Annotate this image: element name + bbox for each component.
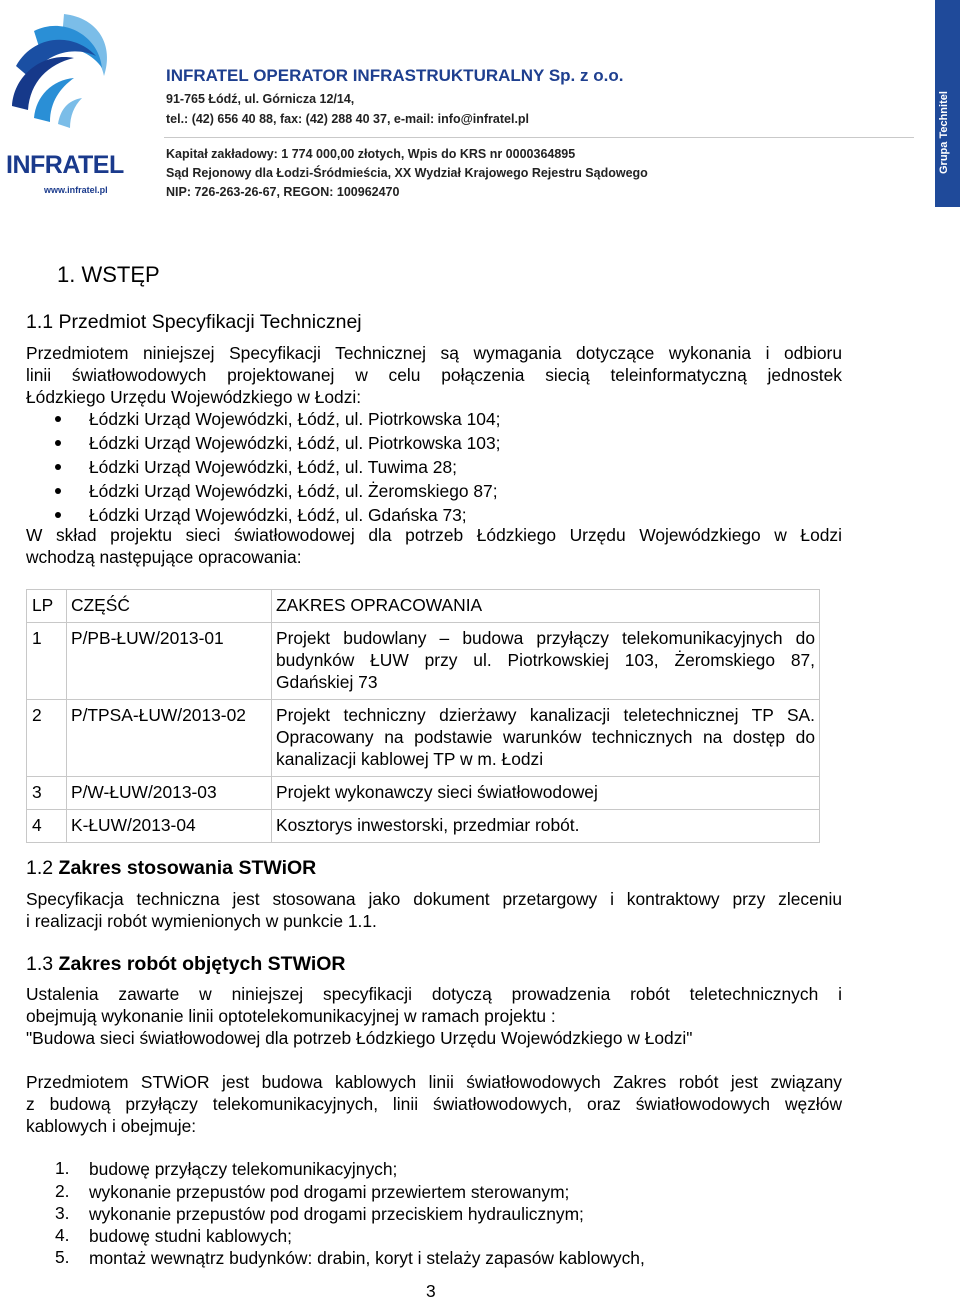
company-capital: Kapitał zakładowy: 1 774 000,00 złotych, Wpis do KRS nr 0000364895 [166,147,576,161]
logo-url: www.infratel.pl [44,185,108,195]
text-line: i realizacji robót wymienionych w punkcie 1.1. [26,911,377,931]
company-address: 91-765 Łódź, ul. Górnicza 12/14, [166,92,355,106]
subsection-number: 1.2 [26,857,54,879]
list-number: 2. [55,1181,70,1201]
text-line: z budową przyłączy telekomunikacyjnych, linii światłowodowych, oraz światłowodowych węzłów [26,1094,842,1114]
list-number: 3. [55,1203,70,1223]
location-item: Łódzki Urząd Wojewódzki, Łódź, ul. Tuwima 28; [89,457,457,477]
bullet-icon [55,488,61,494]
group-sidebar [935,0,960,207]
row-desc: Projekt wykonawczy sieci światłowodowej [272,777,820,810]
row-desc: Kosztorys inwestorski, przedmiar robót. [272,810,820,843]
row-lp: 3 [27,777,67,810]
location-item: Łódzki Urząd Wojewódzki, Łódź, ul. Piotrkowska 104; [89,409,501,429]
subsection-title: 1.1 Przedmiot Specyfikacji Technicznej [26,311,362,333]
text-line: Przedmiotem STWiOR jest budowa kablowych linii światłowodowych Zakres robót jest związany [26,1072,842,1092]
bullet-icon [55,512,61,518]
scope-line: W skład projektu sieci światłowodowej dla potrzeb Łódzkiego Urzędu Wojewódzkiego w Łodzi [26,525,842,545]
subsection-title [26,953,345,976]
list-item: budowę studni kablowych; [89,1226,293,1246]
company-court: Sąd Rejonowy dla Łodzi-Śródmieścia, XX Wydział Krajowego Rejestru Sądowego [166,166,648,180]
scope-line: wchodzą następujące opracowania: [26,547,302,567]
row-part: K-ŁUW/2013-04 [67,810,272,843]
location-item: Łódzki Urząd Wojewódzki, Łódź, ul. Piotrkowska 103; [89,433,501,453]
documents-table [26,589,820,843]
intro-line: linii światłowodowych projektowanej w celu połączenia siecią teleinformatyczną jednostek [26,365,842,385]
list-number: 5. [55,1247,70,1267]
row-desc: Projekt budowlany – budowa przyłączy telekomunikacyjnych do budynków ŁUW przy ul. Piotrkowskiej 103, Żeromskiego 87, Gdańskiej 73 [272,623,820,700]
text-line: obejmują wykonanie linii optotelekomunikacyjnej w ramach projektu : [26,1006,556,1026]
table-row [27,777,820,810]
row-lp: 4 [27,810,67,843]
row-lp: 2 [27,700,67,777]
subsection-heading: Zakres robót objętych STWiOR [58,953,346,975]
intro-line: Łódzkiego Urzędu Wojewódzkiego w Łodzi: [26,387,362,407]
list-item: montaż wewnątrz budynków: drabin, koryt i stelaży zapasów kablowych, [89,1248,645,1268]
list-number: 1. [55,1158,70,1178]
company-contact: tel.: (42) 656 40 88, fax: (42) 288 40 37, e-mail: info@infratel.pl [166,112,530,126]
row-part: P/W-ŁUW/2013-03 [67,777,272,810]
header-divider [164,137,914,138]
bullet-icon [55,464,61,470]
intro-line: Przedmiotem niniejszej Specyfikacji Technicznej są wymagania dotyczące wykonania i odbioru [26,343,842,363]
logo-wordmark: INFRATEL [6,151,124,179]
list-item: wykonanie przepustów pod drogami przewiertem sterowanym; [89,1182,570,1202]
subsection-title [26,857,316,880]
header-lp: LP [27,590,67,623]
row-lp: 1 [27,623,67,700]
row-desc: Projekt techniczny dzierżawy kanalizacji teletechnicznej TP SA. Opracowany na podstawie warunków technicznych na dostęp do kanalizacji kablowej TP w m. Łodzi [272,700,820,777]
text-line: "Budowa sieci światłowodowej dla potrzeb Łódzkiego Urzędu Wojewódzkiego w Łodzi" [26,1028,693,1048]
page-number: 3 [426,1281,436,1301]
subsection-number: 1.3 [26,953,54,975]
text-line: Ustalenia zawarte w niniejszej specyfikacji dotyczą prowadzenia robót teletechnicznych i [26,984,842,1004]
table-row [27,623,820,700]
bullet-icon [55,416,61,422]
text-line: Specyfikacja techniczna jest stosowana jako dokument przetargowy i kontraktowy przy zleceniu [26,889,842,909]
row-part: P/PB-ŁUW/2013-01 [67,623,272,700]
subsection-heading: Zakres stosowania STWiOR [58,857,317,879]
row-part: P/TPSA-ŁUW/2013-02 [67,700,272,777]
table-header-row [27,590,820,623]
list-item: budowę przyłączy telekomunikacyjnych; [89,1159,398,1179]
letterhead [0,0,960,207]
bullet-icon [55,440,61,446]
table-row [27,700,820,777]
section-title: 1. WSTĘP [57,262,160,287]
header-part: CZĘŚĆ [67,590,272,623]
group-name: Grupa Technitel [938,91,950,174]
header-scope: ZAKRES OPRACOWANIA [272,590,820,623]
list-item: wykonanie przepustów pod drogami przeciskiem hydraulicznym; [89,1204,584,1224]
location-item: Łódzki Urząd Wojewódzki, Łódź, ul. Żeromskiego 87; [89,481,498,501]
table-row [27,810,820,843]
text-line: kablowych i obejmuje: [26,1116,197,1136]
list-number: 4. [55,1225,70,1245]
location-item: Łódzki Urząd Wojewódzki, Łódź, ul. Gdańska 73; [89,505,467,525]
company-nip: NIP: 726-263-26-67, REGON: 100962470 [166,185,400,199]
company-name: INFRATEL OPERATOR INFRASTRUKTURALNY Sp. z o.o. [166,66,624,85]
